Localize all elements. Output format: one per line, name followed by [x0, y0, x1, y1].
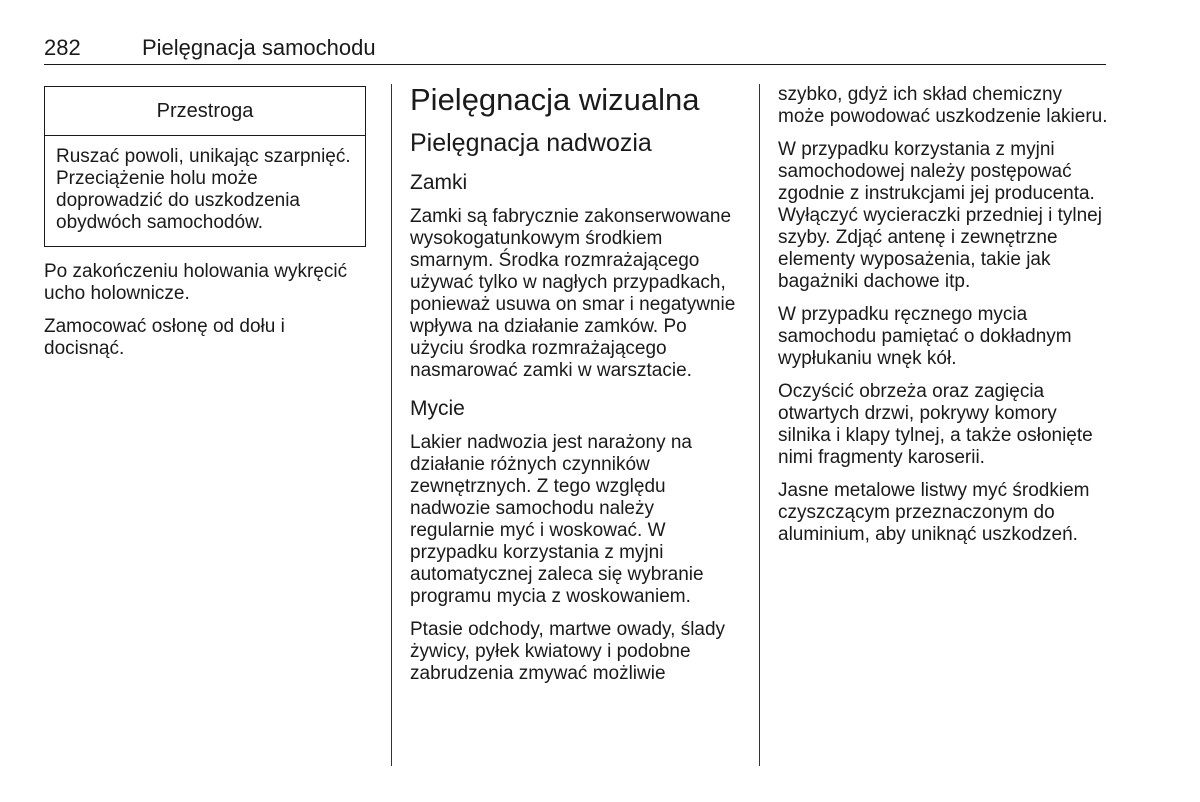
paragraph: szybko, gdyż ich skład chemiczny może powodować uszkodzenie lakieru.: [778, 84, 1108, 127]
running-title: Pielęgnacja samochodu: [142, 35, 376, 60]
paragraph: Oczyścić obrzeża oraz zagięcia otwartych drzwi, pokrywy komory silnika i klapy tylnej, a także osłonięte nimi fragmenty karoserii.: [778, 381, 1093, 468]
page-header: [44, 34, 1106, 65]
column-middle: [410, 82, 742, 696]
column-right: [778, 84, 1108, 557]
section-heading: Pielęgnacja nadwozia: [410, 129, 652, 157]
paragraph: Lakier nadwozia jest narażony na działanie różnych czynników zewnętrznych. Z tego względu nadwozie samochodu należy regularnie myć i woskować. W przypadku korzystania z myjni automatycznej zaleca się wybranie programu mycia z woskowaniem.: [410, 432, 704, 607]
paragraph: Jasne metalowe listwy myć środkiem czyszczącym przeznaczonym do aluminium, aby uniknąć uszkodzeń.: [778, 480, 1090, 545]
column-divider-2: [759, 84, 760, 766]
column-divider-1: [391, 84, 392, 766]
paragraph: W przypadku ręcznego mycia samochodu pamiętać o dokładnym wypłukaniu wnęk kół.: [778, 304, 1072, 369]
paragraph: Zamki są fabrycznie zakonserwowane wysokogatunkowym środkiem smarnym. Środka rozmrażającego używać tylko w nagłych przypadkach, ponieważ usuwa on smar i negatywnie wpływa na działanie zamków. Po użyciu środka rozmrażającego nasmarować zamki w warsztacie.: [410, 206, 736, 381]
caution-title: Przestroga: [45, 87, 365, 136]
paragraph: Po zakończeniu holowania wykręcić ucho holownicze.: [44, 261, 348, 304]
chapter-heading: Pielęgnacja wizualna: [410, 82, 700, 117]
subsection-heading-locks: Zamki: [410, 171, 468, 194]
paragraph: W przypadku korzystania z myjni samochodowej należy postępować zgodnie z instrukcjami jej producenta. Wyłączyć wycieraczki przedniej i tylnej szyby. Zdjąć antenę i zewnętrzne elementy wyposażenia, takie jak bagażniki dachowe itp.: [778, 139, 1102, 292]
page-number: 282: [44, 35, 81, 60]
column-left: [44, 82, 370, 371]
subsection-heading-washing: Mycie: [410, 397, 465, 420]
caution-box: [44, 86, 366, 247]
paragraph: Ptasie odchody, martwe owady, ślady żywicy, pyłek kwiatowy i podobne zabrudzenia zmywać możliwie: [410, 619, 726, 684]
paragraph: Zamocować osłonę od dołu i docisnąć.: [44, 316, 285, 359]
caution-text: Ruszać powoli, unikając szarpnięć. Przeciążenie holu może doprowadzić do uszkodzenia obydwóch samochodów.: [56, 146, 351, 233]
